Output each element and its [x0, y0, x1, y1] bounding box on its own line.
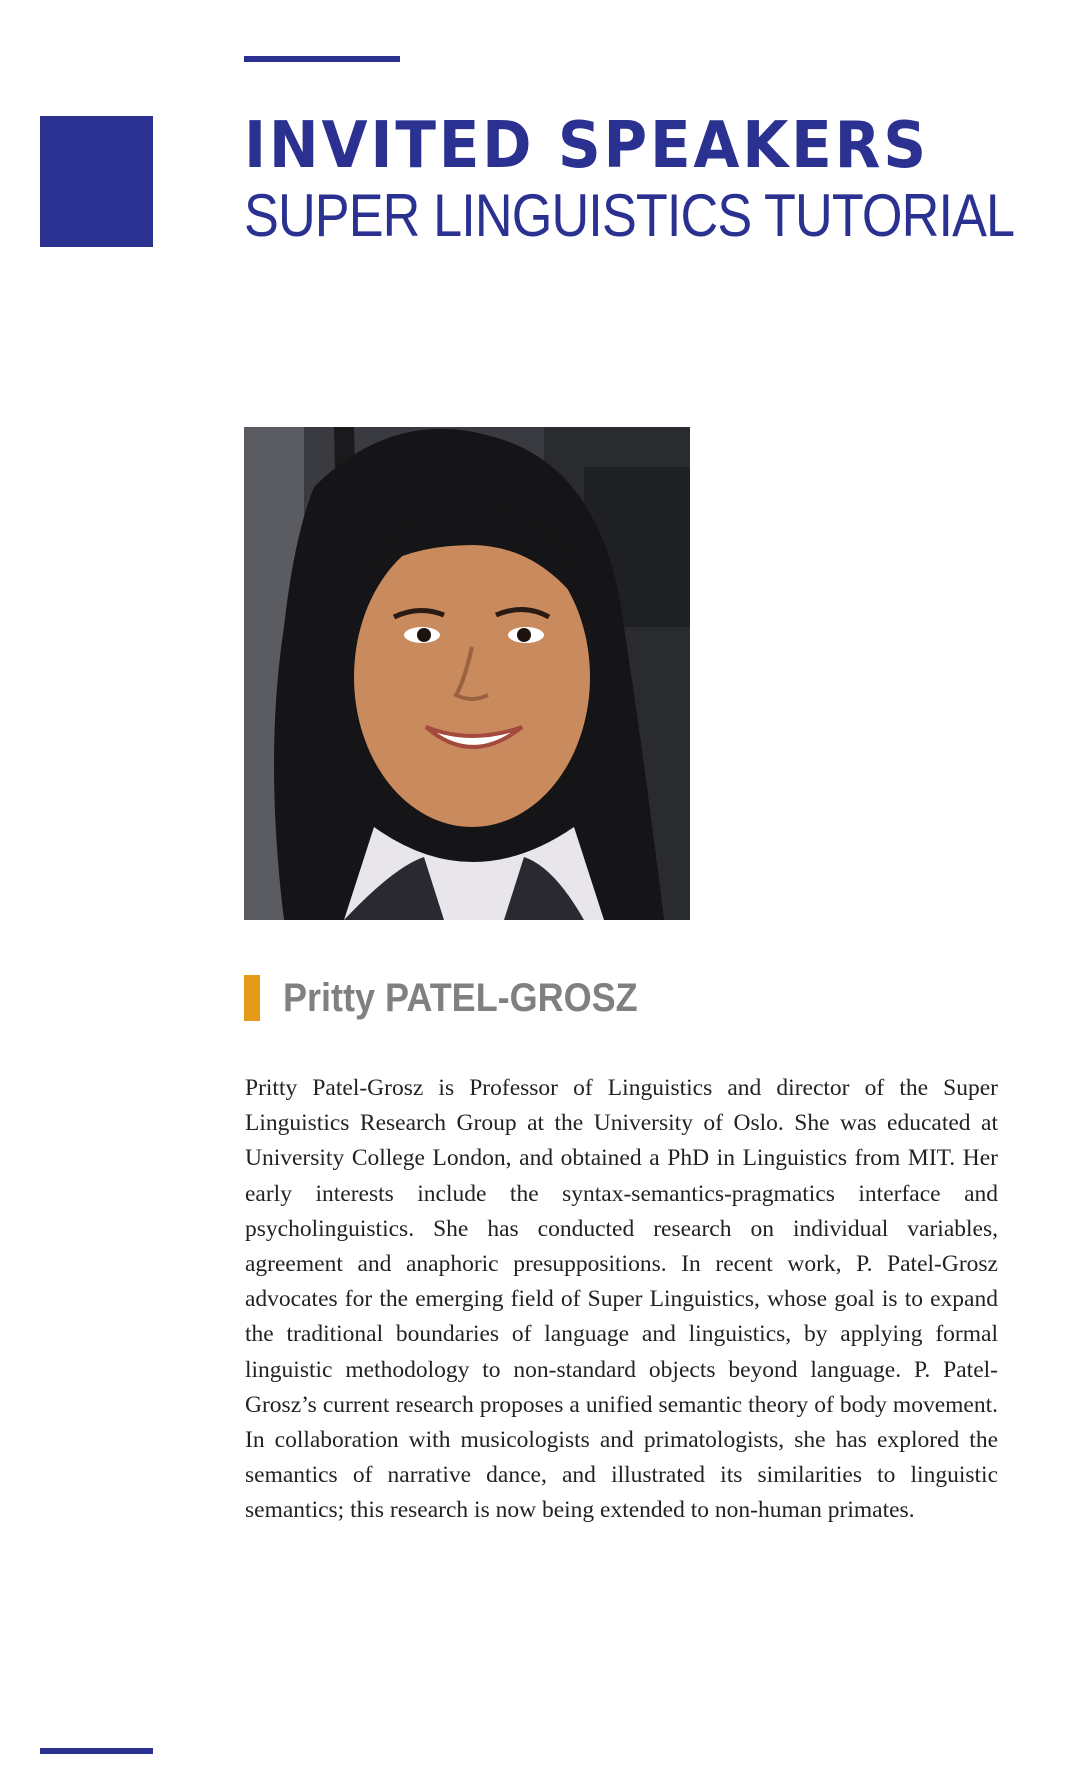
- portrait-illustration: [244, 427, 690, 920]
- bottom-accent-rule: [40, 1748, 153, 1754]
- speaker-name: Pritty PATEL-GROSZ: [283, 976, 638, 1020]
- side-accent-block: [40, 116, 153, 247]
- page-title: INVITED SPEAKERS: [244, 109, 929, 183]
- page-subtitle: SUPER LINGUISTICS TUTORIAL: [244, 182, 1015, 249]
- top-accent-rule: [244, 56, 400, 62]
- speaker-bio: Pritty Patel-Grosz is Professor of Linguistics and director of the Super Linguistics Research Group at the University of Oslo. She was educated at University College London, and obtained a PhD in Linguistics from MIT. Her early interests include the syntax-semantics-pragmatics interface and psycholinguistics. She has conducted research on individual variables, agreement and anaphoric presuppositions. In recent work, P. Patel-Grosz advocates for the emerging field of Super Linguistics, whose goal is to expand the traditional boundaries of language and linguistics, by applying formal linguistic methodology to non-standard objects beyond language. P. Patel-Grosz’s current research proposes a unified semantic theory of body movement. In collaboration with musicologists and primatologists, she has explored the semantics of narrative dance, and illustrated its similarities to linguistic semantics; this research is now being extended to non-human primates.: [245, 1075, 998, 1524]
- speaker-portrait-photo: [244, 427, 690, 920]
- name-accent-bar: [244, 975, 260, 1021]
